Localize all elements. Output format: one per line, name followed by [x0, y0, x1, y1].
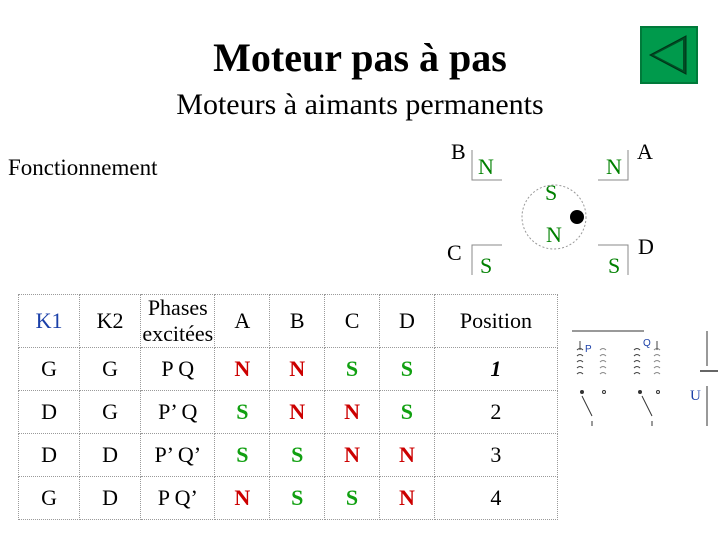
cell-b: S [270, 434, 325, 477]
col-header-d: D [379, 295, 434, 348]
rotor-marker-dot [570, 210, 584, 224]
cell-phases: P Q [141, 348, 215, 391]
cell-position: 4 [434, 477, 557, 520]
cell-c: N [325, 391, 380, 434]
col-header-k1: K1 [19, 295, 80, 348]
label-b: B [451, 139, 466, 164]
col-header-phases: Phases excitées [142, 295, 214, 346]
cell-phases: P’ Q’ [141, 434, 215, 477]
phase-sequence-table [18, 294, 558, 520]
table-row [19, 391, 558, 434]
cell-phases: P’ Q [141, 391, 215, 434]
cell-phases: P Q’ [141, 477, 215, 520]
circuit-label-u: U [690, 388, 701, 404]
cell-d: N [379, 434, 434, 477]
cell-b: S [270, 477, 325, 520]
pole-top-left: N [478, 154, 494, 179]
cell-a: N [215, 477, 270, 520]
cell-a: S [215, 391, 270, 434]
circuit-schematic [572, 326, 718, 436]
cell-k2: D [80, 477, 141, 520]
cell-b: N [270, 391, 325, 434]
cell-k1: G [19, 348, 80, 391]
cell-k2: G [80, 391, 141, 434]
triangle-left-icon [642, 28, 696, 82]
cell-position: 1 [434, 348, 557, 391]
rotor-pole-bottom: N [546, 222, 562, 247]
col-header-k2: K2 [80, 295, 141, 348]
back-nav-button[interactable] [640, 26, 698, 84]
section-label: Fonctionnement [8, 155, 158, 180]
page-subtitle: Moteurs à aimants permanents [176, 88, 544, 121]
label-d: D [638, 234, 654, 259]
table-row [19, 348, 558, 391]
cell-c: N [325, 434, 380, 477]
col-header-b: B [270, 295, 325, 348]
cell-c: S [325, 348, 380, 391]
table-header-row [19, 295, 558, 348]
col-header-a: A [215, 295, 270, 348]
cell-position: 3 [434, 434, 557, 477]
cell-b: N [270, 348, 325, 391]
cell-d: S [379, 348, 434, 391]
cell-k2: D [80, 434, 141, 477]
label-c: C [447, 240, 462, 265]
pole-top-right: N [606, 154, 622, 179]
circuit-label-p: P [585, 344, 592, 355]
table-row [19, 434, 558, 477]
col-header-position: Position [434, 295, 557, 348]
pole-bottom-right: S [608, 253, 621, 278]
pole-bottom-left: S [480, 253, 493, 278]
cell-a: S [215, 434, 270, 477]
cell-c: S [325, 477, 380, 520]
page-title: Moteur pas à pas [213, 35, 507, 80]
col-header-c: C [325, 295, 380, 348]
cell-k2: G [80, 348, 141, 391]
cell-k1: D [19, 434, 80, 477]
circuit-label-q: Q [643, 338, 651, 349]
cell-d: N [379, 477, 434, 520]
switch-symbols [581, 391, 660, 417]
cell-k1: G [19, 477, 80, 520]
cell-k1: D [19, 391, 80, 434]
table-row [19, 477, 558, 520]
cell-d: S [379, 391, 434, 434]
rotor-pole-top: S [545, 180, 558, 205]
label-a: A [637, 139, 653, 164]
cell-position: 2 [434, 391, 557, 434]
cell-a: N [215, 348, 270, 391]
